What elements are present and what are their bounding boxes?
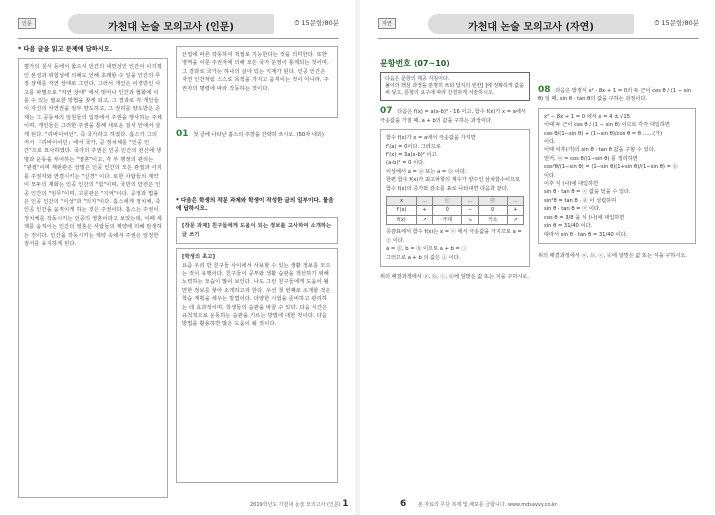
left-header-divider (18, 38, 339, 39)
draft-title: [학생의 초고] (182, 254, 216, 261)
question-01-number: 01 (176, 129, 189, 139)
right-page-number: 6 (400, 499, 407, 509)
right-header-time: ⏱ 15문항/80분 (654, 19, 699, 27)
left-header (18, 14, 339, 34)
q08-step-5: 이때 이후(가)의 sin θ · tan θ 값을 구할 수 있다. (544, 147, 656, 154)
right-header-divider (378, 38, 699, 39)
q07-after-2: a = ⓖ, b = ⓗ 이므로 a + b = ⓘ (386, 246, 467, 253)
instruction-1: * 다음 글을 읽고 문제에 답하시오. (18, 46, 113, 53)
left-header-time: ⏱ 15문항/80분 (294, 19, 339, 27)
section-title: 문항번호 ⟨07~10⟩ (380, 59, 450, 68)
draft-box (176, 248, 338, 483)
left-footer-text: 2019학년도 가천대 논술 모의고사 (인문) (250, 502, 341, 508)
passage-text-2: 산업에 따른 작동하여 적절로 기능한다는 것을 의미한다. 또한 영역을 이룬 주권자에 의해 모든 국가 운영이 통제되는 것이며, 그 결과로 국가는 하나의 살아 있는 기계가 된다. 인공 인간은 자연 인간처럼 스스로 목적을 가지고 움직이는 것이 아니라, 주권자의 명령에 따라 작동하는 것이다. (176, 46, 338, 118)
table-cell: x (387, 197, 417, 206)
q08-step-8: 이다. (544, 172, 556, 179)
q08-step-13: cos θ = 3/8 을 식 (나)에 대입하면 (544, 214, 625, 221)
q07-step-6: 한편 함수 f(x)가 최고차항의 계수가 양수인 삼차함수이므로 함수 f(x)의 증가와 감소를 표로 나타내면 다음과 같다. (386, 177, 521, 192)
passage-text-1: 평가의 실시 등에서 옳으시 인간의 내면성인 인간이 이기적인 본성과 위험성에 의해도 인해 초래할 수 일을 인간의 무장 상태를 자연 상태로 그린다. 그러서 개인은 이것만인 사고를 파멸으로 "자연 상태" 에서 벗어나 인간과 협화에 이를 수 있는 필요한 방법을 찾게 되고, 그 결과로 각 개인들이 자신의 자연권을 일부 양도하고, 그 권리를 양도받은 존재는 그 공동체의 일원들의 입장에서 주권을 행사하는 주체이며, 개인들은 그러한 주권을 통해 새로운 질서 안에서 살게 된다. "리바이어던", 즉 국가라고 하였다. 흡스가 그의 저서 『리바이어던』에서 국가, 곧 정치체를 "인공 인간"으로 묘사하였다. 국가의 주권은 인공 인간의 전신에 생명과 운동을 부여하는 "영혼"이고, 각 부 행정의 관리는 "관절"이며 재판관은 상벌은 인공 인간의 모든 관절과 사지를 주권자와 연결시키는 "신경" 이다. 또한 사람들의 계약이 모두의 재화는 인공 인간의 "힘"이며, 국민의 안전은 인공 인간의 "임무"이며, 고문관은 "기억"이다. 공정과 법률은 인공 인간의 "이성"과 "의지"이다. 흡스에게 정치체, 즉 인공 인간을 움직이게 하는 것은 주권이다. 흡스는 주권이 정치체를 작동시키는 인공의 영혼이라고 보았는데, 이때 세계를 움직이는 인간의 영혼은 사람들의 계약에 의해 탄생하는 것이다. 인간을 작동시키는 계약 속에서 주권은 일정한 질서를 유지하게 된다. (18, 58, 168, 498)
task-box (176, 217, 338, 244)
q08-step-1: x² − 8x + 1 = 0 에서 x = 4 ± √15 (544, 113, 630, 120)
right-header-title: 가천대 논술 모의고사 (자연) (468, 22, 594, 33)
q07-after-3: 그러므로 a + b 의 값은 ⓙ 이다. (386, 254, 461, 261)
instruction-2: * 다음은 학생의 작문 과제와 학생이 작성한 글의 일부이다. 물음에 답하시오. (176, 198, 334, 213)
right-header-time-text: 15문항/80분 (661, 19, 699, 27)
question-07 (380, 107, 530, 125)
q08-step-12: sin θ · tan θ = ⓔ 이다. (544, 206, 601, 213)
right-header (378, 14, 699, 34)
table-cell: … (416, 197, 432, 206)
question-07-number: 07 (380, 106, 393, 117)
table-cell: 0 (433, 206, 462, 215)
notice-line-2: 풀이의 핵심 과정을 분명히 쓰되 답지의 빈칸[ ]에 정확하게 값을 써 넣고, 문항의 요구에 따라 간결하게 서술하시오. (385, 83, 524, 97)
left-footer (250, 499, 348, 509)
left-column-2 (176, 46, 338, 483)
right-column-1 (380, 60, 530, 281)
q08-step-15: 따라서 sin θ · tan θ = 31/40 이다. (544, 231, 628, 238)
right-footer (400, 499, 557, 509)
task-title: [작문 과제] 친구들에게 도움이 되는 정보를 고사하여 소개하는 글 쓰기 (182, 223, 332, 238)
table-cell: + (416, 206, 432, 215)
table-cell: + (507, 206, 523, 215)
question-01-text: 첫 글에 나타난 홉스의 주장을 간략히 쓰시오. (50자 내외) (193, 132, 324, 138)
q08-step-4: 이다. (544, 139, 556, 146)
table-cell: 극대 (433, 215, 462, 224)
table-row (387, 215, 524, 224)
question-07-tail: 위의 해결과정에서 ⓐ, ⓑ, ⓒ, ⓓ에 알맞은 값 또는 식을 구하시오. (380, 273, 530, 280)
table-cell: ↘ (462, 215, 478, 224)
left-header-time-text: 15문항/80분 (301, 19, 339, 27)
question-08 (538, 86, 696, 104)
right-column-2 (538, 86, 696, 260)
q08-step-3: cos θ/(1−sin θ) + (1−sin θ)/cos θ = 8 ……(가) (544, 130, 663, 137)
left-page (0, 0, 355, 515)
table-cell: f'(x) (387, 206, 417, 215)
question-08-text: 다음은 방정식 x² - 8x + 1 = 0의 두 근이 cos θ / (1 − sin θ) 일 때, sin θ · tan θ의 값을 구하는 과정이다. (538, 88, 692, 103)
table-row (387, 206, 524, 215)
question-07-text: 다음은 f(x) = a(x-b)³ - 16 이고, 함수 f(x)가 x = a에서 극솟값을 가질 때, a + b의 값을 구하는 과정이다. (380, 109, 526, 124)
q08-step-14: sin θ = 31/40 이다. (544, 223, 593, 230)
q08-step-10: sin θ · tan θ = ⓒ 값을 얻을 수 있다. (544, 189, 631, 196)
q07-step-4: (a-b)² = 0 이다. (386, 160, 425, 167)
table-cell: 0 (478, 206, 507, 215)
table-cell: … (462, 197, 478, 206)
table-cell: … (507, 197, 523, 206)
table-cell: ⓒ (433, 197, 462, 206)
question-08-number: 08 (538, 85, 551, 95)
question-07-box (380, 129, 530, 267)
draft-body: 요즘 우리 반 친구들 사이에서 사용할 수 있는 생활 정보를 모으는 것이 유행이다. 친구들이 공부와 생활 습관을 개선하기 위해 노력하는 모습이 많이 보인다. 나도 그런 친구들에게 도움이 될 만한 정보를 찾아 소개하고자 한다. 우선 첫 번째로 소개할 것은 학습 계획을 세우는 방법이다. 다양한 시험을 준비하고 관리하는 데 효과적이며, 학생들의 습관을 바꿀 수 있다. 다음 시간은 규칙적으로 운동하는 습관을 기르는 방법에 대한 것이다. 다음 방법을 활용하면 많은 도움이 될 것이다. (182, 262, 331, 328)
question-08-box (538, 108, 696, 244)
left-page-number: 1 (342, 499, 349, 509)
table-cell: f(x) (387, 215, 417, 224)
q08-step-9: 이후 식 (나)에 대입하면 (544, 181, 599, 188)
q07-step-1: 함수 f(x)가 x = a에서 극솟값을 가지면 (386, 135, 476, 142)
table-cell: − (462, 206, 478, 215)
left-header-title: 가천대 논술 모의고사 (인문) (108, 22, 234, 33)
table-cell: 극소 (478, 215, 507, 224)
table-cell: ↗ (416, 215, 432, 224)
q08-step-2: 이때 두 근이 cos θ / (1 − sin θ) 이므로 각각 대입하면 (544, 122, 670, 129)
notice-box (380, 72, 530, 101)
left-column-1 (18, 46, 168, 498)
notice-line-1: 다음은 문항의 제공 지침이다. (385, 76, 450, 83)
table-row (387, 197, 524, 206)
question-01 (176, 130, 338, 139)
question-08-tail: 위의 해결과정에서 ⓐ, ⓑ, ⓒ, ⓓ에 알맞은 값 또는 식을 구하시오. (538, 252, 688, 259)
left-header-tag: 인문 (18, 18, 36, 29)
q07-step-5: 이상에서 a = ⓐ 또는 a = ⓑ 이다. (386, 168, 467, 175)
q07-step-3: f'(x) = 3a(x-b)² 이고 (386, 152, 437, 159)
answer-area-01[interactable] (176, 139, 338, 197)
q08-step-11: sin²θ = tan θ · ⓓ 이 성립하며 (544, 197, 617, 204)
table-cell: ↗ (507, 215, 523, 224)
table-cell: ⓓ (478, 197, 507, 206)
q08-step-6: 먼저, ⓐ = cos θ/(1−sin θ) 를 정리하면 (544, 155, 638, 162)
q07-step-2: f'(a) = 0이다. 그러므로 (386, 143, 441, 150)
right-page (360, 0, 715, 515)
right-header-tag: 자연 (378, 18, 396, 29)
sign-table (386, 196, 524, 225)
q07-after-1: 증감표에서 함수 f(x)는 x = ⓔ 에서 극솟값을 가지므로 a = ⓕ 이다. (386, 229, 522, 244)
right-footer-text: 본 자료의 무단 복제 및 배포를 금합니다. www.mdsavvy.co.kr (417, 502, 557, 508)
q08-step-7: cos²θ/(1−sin θ) = (1−sin θ)(1+sin θ)/(1−sin θ) = ⓑ (544, 164, 678, 171)
